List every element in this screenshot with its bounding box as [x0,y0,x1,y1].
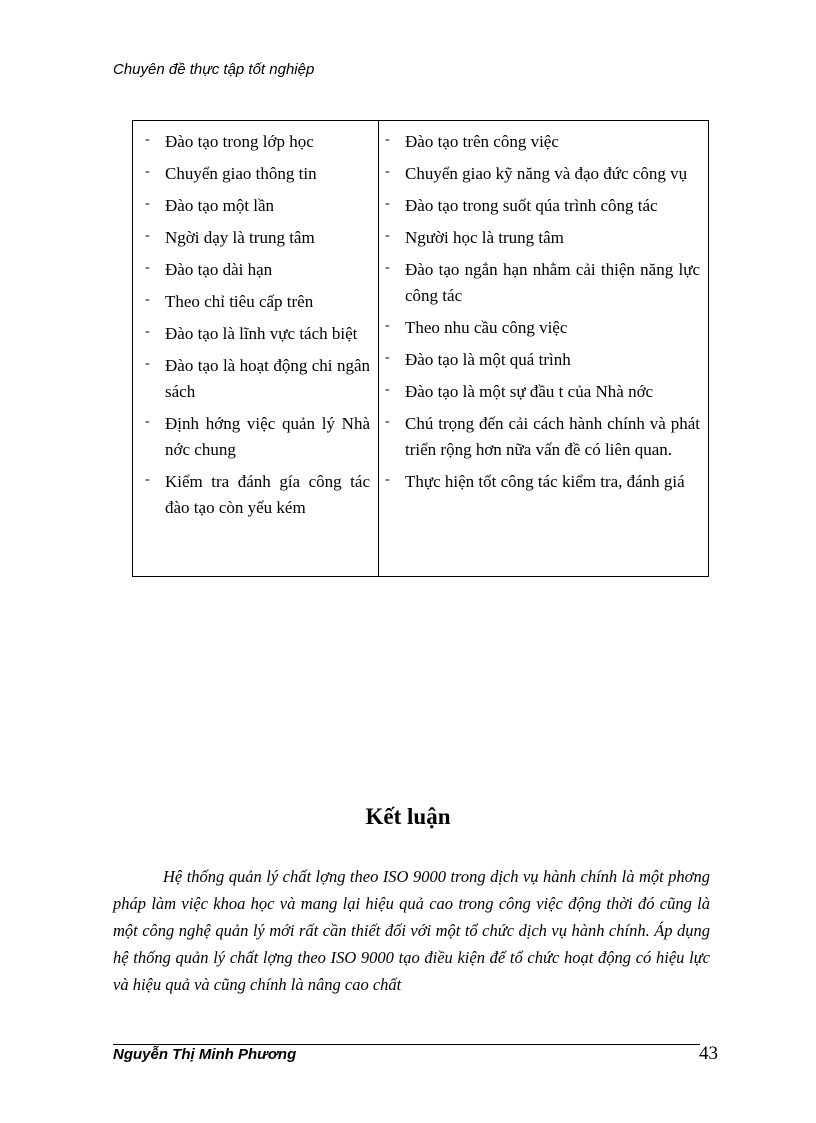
list-item: - Định hớng việc quản lý Nhà nớc chung [145,411,370,463]
footer-author: Nguyễn Thị Minh Phương [113,1046,297,1063]
list-item: - Chuyển giao thông tin [145,161,370,187]
dash-bullet-icon: - [385,196,390,211]
dash-bullet-icon: - [145,228,150,243]
list-item: - Đào tạo ngắn hạn nhằm cải thiện năng lực công tác [385,257,700,309]
comparison-table [132,120,709,577]
dash-bullet-icon: - [145,414,150,429]
list-item: - Đào tạo là một quá trình [385,347,700,373]
list-item: - Đào tạo trên công việc [385,129,700,155]
list-item: - Đào tạo là lĩnh vực tách biệt [145,321,370,347]
dash-bullet-icon: - [145,472,150,487]
page-number: 43 [699,1043,718,1064]
dash-bullet-icon: - [145,292,150,307]
dash-bullet-icon: - [145,356,150,371]
list-item: - Kiểm tra đánh gía công tác đào tạo còn yếu kém [145,469,370,521]
dash-bullet-icon: - [385,260,390,275]
conclusion-heading: Kết luận [365,804,451,829]
dash-bullet-icon: - [145,132,150,147]
dash-bullet-icon: - [385,228,390,243]
list-item: - Chú trọng đến cải cách hành chính và phát triển rộng hơn nữa vấn đề có liên quan. [385,411,700,463]
dash-bullet-icon: - [385,414,390,429]
dash-bullet-icon: - [385,382,390,397]
list-item: - Đào tạo trong lớp học [145,129,370,155]
list-item: - Người học là trung tâm [385,225,700,251]
list-item: - Đào tạo là hoạt động chi ngân sách [145,353,370,405]
list-item: - Đào tạo là một sự đầu t của Nhà nớc [385,379,700,405]
dash-bullet-icon: - [385,350,390,365]
dash-bullet-icon: - [145,196,150,211]
header-title: Chuyên đề thực tập tốt nghiệp [113,61,315,78]
footer-divider [113,1044,700,1045]
dash-bullet-icon: - [385,132,390,147]
dash-bullet-icon: - [145,324,150,339]
left-column [133,121,379,576]
dash-bullet-icon: - [145,164,150,179]
list-item: - Đào tạo dài hạn [145,257,370,283]
list-item: - Đào tạo một lần [145,193,370,219]
list-item: - Chuyển giao kỹ năng và đạo đức công vụ [385,161,700,187]
list-item: - Theo chỉ tiêu cấp trên [145,289,370,315]
right-column [379,121,708,576]
list-item: - Ngời dạy là trung tâm [145,225,370,251]
dash-bullet-icon: - [385,318,390,333]
list-item: - Đào tạo trong suốt qúa trình công tác [385,193,700,219]
dash-bullet-icon: - [145,260,150,275]
dash-bullet-icon: - [385,164,390,179]
list-item: - Theo nhu cầu công việc [385,315,700,341]
list-item: - Thực hiện tốt công tác kiểm tra, đánh giá [385,469,700,495]
conclusion-paragraph: Hệ thống quản lý chất lợng theo ISO 9000 trong dịch vụ hành chính là một phơng pháp làm việc khoa học và mang lại hiệu quả cao trong công việc động thời đó cũng là một công nghệ quản lý mới rất cần thiết đối với một tổ chức dịch vụ hành chính. Áp dụng hệ thống quản lý chất lợng theo ISO 9000 tạo điều kiện để tổ chức hoạt động có hiệu lực và hiệu quả và cũng chính là nâng cao chất [113,867,710,994]
dash-bullet-icon: - [385,472,390,487]
